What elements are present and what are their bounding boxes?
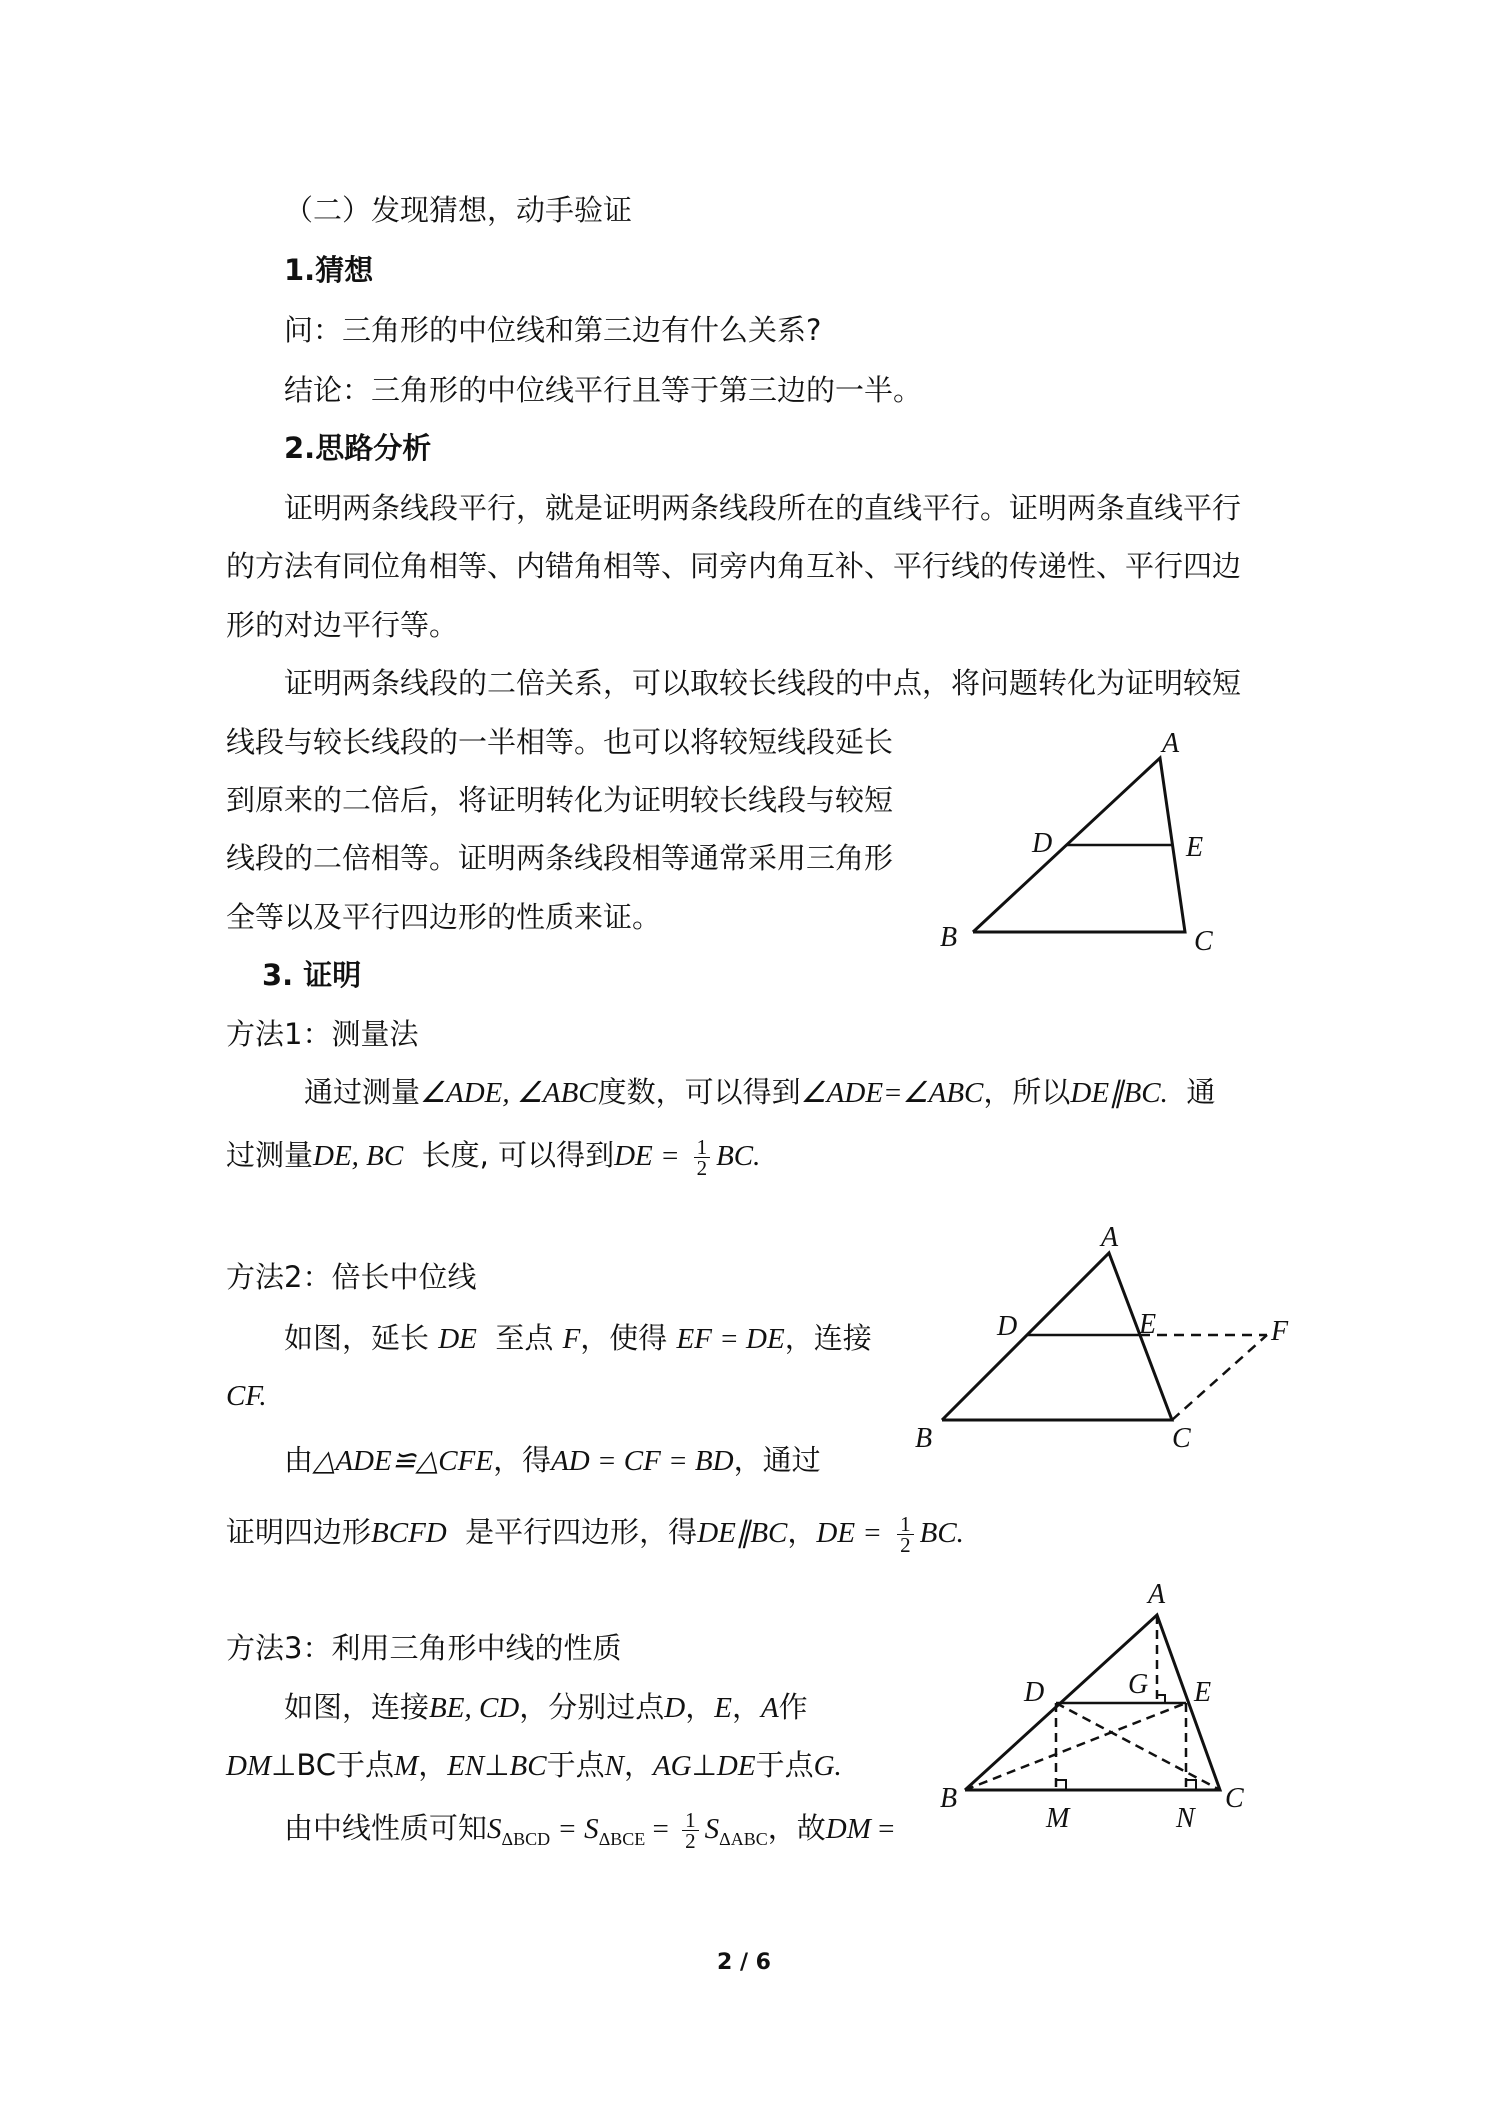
vertex-label-c: C bbox=[1225, 1783, 1244, 1814]
analysis-p1-line: 证明两条线段平行，就是证明两条线段所在的直线平行。证明两条直线平行 bbox=[284, 491, 1242, 525]
analysis-p2-line: 到原来的二倍后，将证明转化为证明较长线段与较短 bbox=[226, 783, 894, 817]
method2-title: 方法2：倍长中位线 bbox=[226, 1260, 477, 1294]
method3-line3: 由中线性质可知$S_{\Delta BCD} = S_{\Delta BCE}$ = $\frac{1}{2}$ $S_{\Delta ABC}$，故DM = bbox=[284, 1807, 895, 1853]
fraction-one-half: $\frac{1}{2}$ bbox=[897, 1514, 914, 1555]
vertex-label-d: D bbox=[997, 1311, 1018, 1342]
section-heading: （二）发现猜想，动手验证 bbox=[284, 193, 633, 227]
triangle-figure-extended-midline bbox=[905, 1220, 1289, 1454]
analysis-p1-line: 的方法有同位角相等、内错角相等、同旁内角互补、平行线的传递性、平行四边 bbox=[226, 549, 1242, 583]
method1-title: 方法1：测量法 bbox=[226, 1017, 419, 1051]
vertex-label-e: E bbox=[1186, 832, 1204, 863]
page-number: 2 / 6 bbox=[717, 1950, 771, 1975]
vertex-label-m: M bbox=[1046, 1803, 1070, 1834]
method2-line1: 如图，延长 DE 至点 F，使得 EF = DE，连接 bbox=[284, 1321, 872, 1355]
guess-question: 问：三角形的中位线和第三边有什么关系? bbox=[284, 313, 822, 347]
guess-heading: 1.猜想 bbox=[284, 253, 374, 287]
vertex-label-a: A bbox=[1148, 1579, 1166, 1610]
vertex-label-c: C bbox=[1194, 926, 1213, 957]
analysis-p2-line: 证明两条线段的二倍关系，可以取较长线段的中点，将问题转化为证明较短 bbox=[284, 666, 1242, 700]
vertex-label-g: G bbox=[1128, 1669, 1149, 1700]
vertex-label-d: D bbox=[1024, 1677, 1045, 1708]
vertex-label-b: B bbox=[940, 1783, 958, 1814]
proof-heading: 3. 证明 bbox=[262, 958, 362, 992]
analysis-p2-line: 线段的二倍相等。证明两条线段相等通常采用三角形 bbox=[226, 841, 894, 875]
method2-line3: 由△ADE≌△CFE，得AD = CF = BD，通过 bbox=[284, 1443, 821, 1477]
vertex-label-e: E bbox=[1139, 1309, 1157, 1340]
fraction-one-half: $\frac{1}{2}$ bbox=[682, 1810, 699, 1851]
method3-line2: DM⊥BC于点M，EN⊥BC于点N，AG⊥DE于点G. bbox=[226, 1748, 842, 1782]
vertex-label-a: A bbox=[1101, 1222, 1119, 1253]
analysis-heading: 2.思路分析 bbox=[284, 431, 432, 465]
vertex-label-c: C bbox=[1172, 1423, 1191, 1454]
analysis-p2-line: 线段与较长线段的一半相等。也可以将较短线段延长 bbox=[226, 725, 894, 759]
guess-conclusion: 结论：三角形的中位线平行且等于第三边的一半。 bbox=[284, 373, 923, 407]
fraction-one-half: $\frac{1}{2}$ bbox=[694, 1137, 711, 1178]
method2-line2: CF. bbox=[226, 1380, 267, 1412]
vertex-label-a: A bbox=[1162, 728, 1180, 759]
vertex-label-b: B bbox=[940, 922, 958, 953]
vertex-label-f: F bbox=[1271, 1316, 1289, 1347]
method1-line2: 过测量DE, BC 长度, 可以得到DE = $\frac{1}{2}$ BC. bbox=[226, 1134, 761, 1180]
method3-title: 方法3：利用三角形中线的性质 bbox=[226, 1631, 622, 1665]
vertex-label-n: N bbox=[1176, 1803, 1195, 1834]
triangle-figure-medians bbox=[940, 1575, 1280, 1840]
analysis-p2-line: 全等以及平行四边形的性质来证。 bbox=[226, 900, 662, 934]
vertex-label-e: E bbox=[1194, 1677, 1212, 1708]
triangle-figure-midline bbox=[940, 720, 1213, 957]
method3-line1: 如图，连接BE, CD，分别过点D，E，A作 bbox=[284, 1690, 808, 1724]
method2-line4: 证明四边形BCFD 是平行四边形，得DE∥BC，DE = $\frac{1}{2}$ BC. bbox=[226, 1511, 964, 1557]
vertex-label-b: B bbox=[915, 1423, 933, 1454]
analysis-p1-line: 形的对边平行等。 bbox=[226, 608, 459, 642]
vertex-label-d: D bbox=[1032, 828, 1053, 859]
method1-line1: 通过测量∠ADE, ∠ABC度数，可以得到∠ADE=∠ABC，所以DE∥BC. 通 bbox=[304, 1075, 1216, 1109]
